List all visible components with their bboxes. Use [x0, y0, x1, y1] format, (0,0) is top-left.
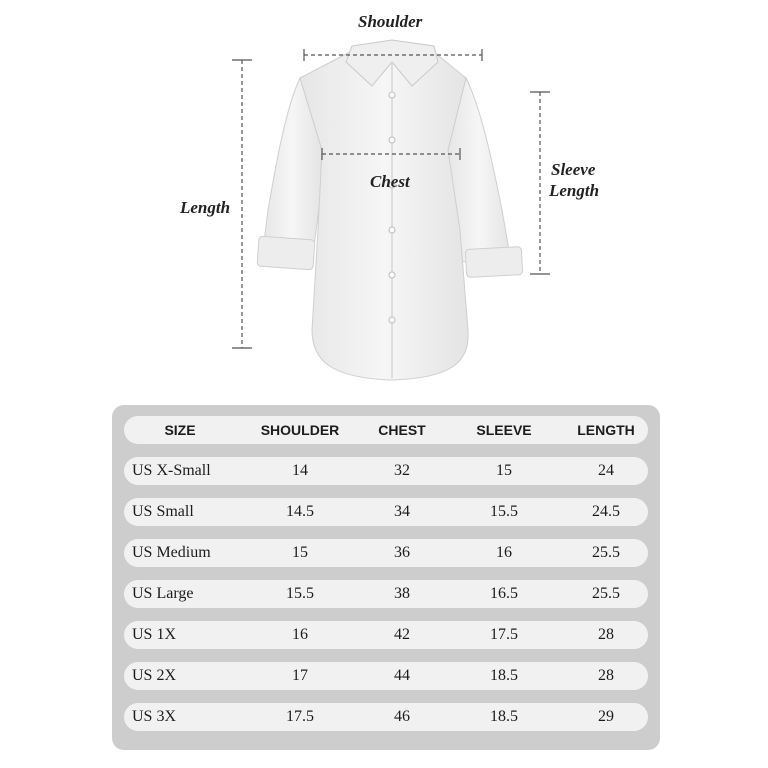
- sleeve-cell: 16: [496, 544, 512, 561]
- sleeve-cell: 15: [496, 462, 512, 479]
- sleeve-label-line1: Sleeve: [551, 160, 596, 179]
- shoulder-cell: 17.5: [286, 708, 314, 725]
- table-row: [124, 580, 648, 608]
- length-cell: 28: [598, 667, 614, 684]
- table-row: [124, 498, 648, 526]
- left-cuff: [257, 236, 315, 270]
- table-row: [124, 621, 648, 649]
- chest-cell: 36: [394, 544, 410, 561]
- length-cell: 24.5: [592, 503, 620, 520]
- chest-cell: 38: [394, 585, 410, 602]
- sleeve-label-line2: Length: [549, 181, 600, 200]
- size-cell: US 3X: [132, 708, 177, 725]
- chest-cell: 34: [394, 503, 410, 520]
- header-shoulder: SHOULDER: [260, 422, 340, 438]
- header-size: SIZE: [164, 422, 196, 438]
- chest-cell: 32: [394, 462, 410, 479]
- shoulder-cell: 16: [292, 626, 308, 643]
- right-cuff: [465, 247, 522, 278]
- shoulder-cell: 15: [292, 544, 308, 561]
- shoulder-cell: 14: [292, 462, 308, 479]
- size-chart-table: [112, 405, 660, 750]
- length-cell: 24: [598, 462, 614, 479]
- shoulder-label: Shoulder: [358, 12, 423, 31]
- chest-label: Chest: [370, 172, 410, 191]
- sleeve-cell: 18.5: [490, 667, 518, 684]
- chest-cell: 42: [394, 626, 410, 643]
- length-cell: 25.5: [592, 544, 620, 561]
- header-chest: CHEST: [378, 422, 426, 438]
- shoulder-cell: 15.5: [286, 585, 314, 602]
- header-length: LENGTH: [577, 422, 635, 438]
- shirt-body: [300, 52, 468, 380]
- length-label: Length: [180, 198, 231, 217]
- sleeve-cell: 18.5: [490, 708, 518, 725]
- table-row: [124, 539, 648, 567]
- table-header-row: [124, 416, 648, 444]
- table-row: [124, 662, 648, 690]
- chest-cell: 46: [394, 708, 410, 725]
- size-cell: US Small: [132, 503, 194, 520]
- sleeve-cell: 17.5: [490, 626, 518, 643]
- shoulder-cell: 17: [292, 667, 308, 684]
- size-cell: US X-Small: [132, 462, 211, 479]
- sleeve-cell: 15.5: [490, 503, 518, 520]
- sleeve-cell: 16.5: [490, 585, 518, 602]
- size-cell: US Medium: [132, 544, 211, 561]
- size-cell: US 1X: [132, 626, 177, 643]
- length-cell: 29: [598, 708, 614, 725]
- table-row: [124, 703, 648, 731]
- length-cell: 28: [598, 626, 614, 643]
- chest-cell: 44: [394, 667, 410, 684]
- header-sleeve: SLEEVE: [476, 422, 532, 438]
- shoulder-cell: 14.5: [286, 503, 314, 520]
- size-cell: US 2X: [132, 667, 177, 684]
- length-cell: 25.5: [592, 585, 620, 602]
- size-cell: US Large: [132, 585, 194, 602]
- table-row: [124, 457, 648, 485]
